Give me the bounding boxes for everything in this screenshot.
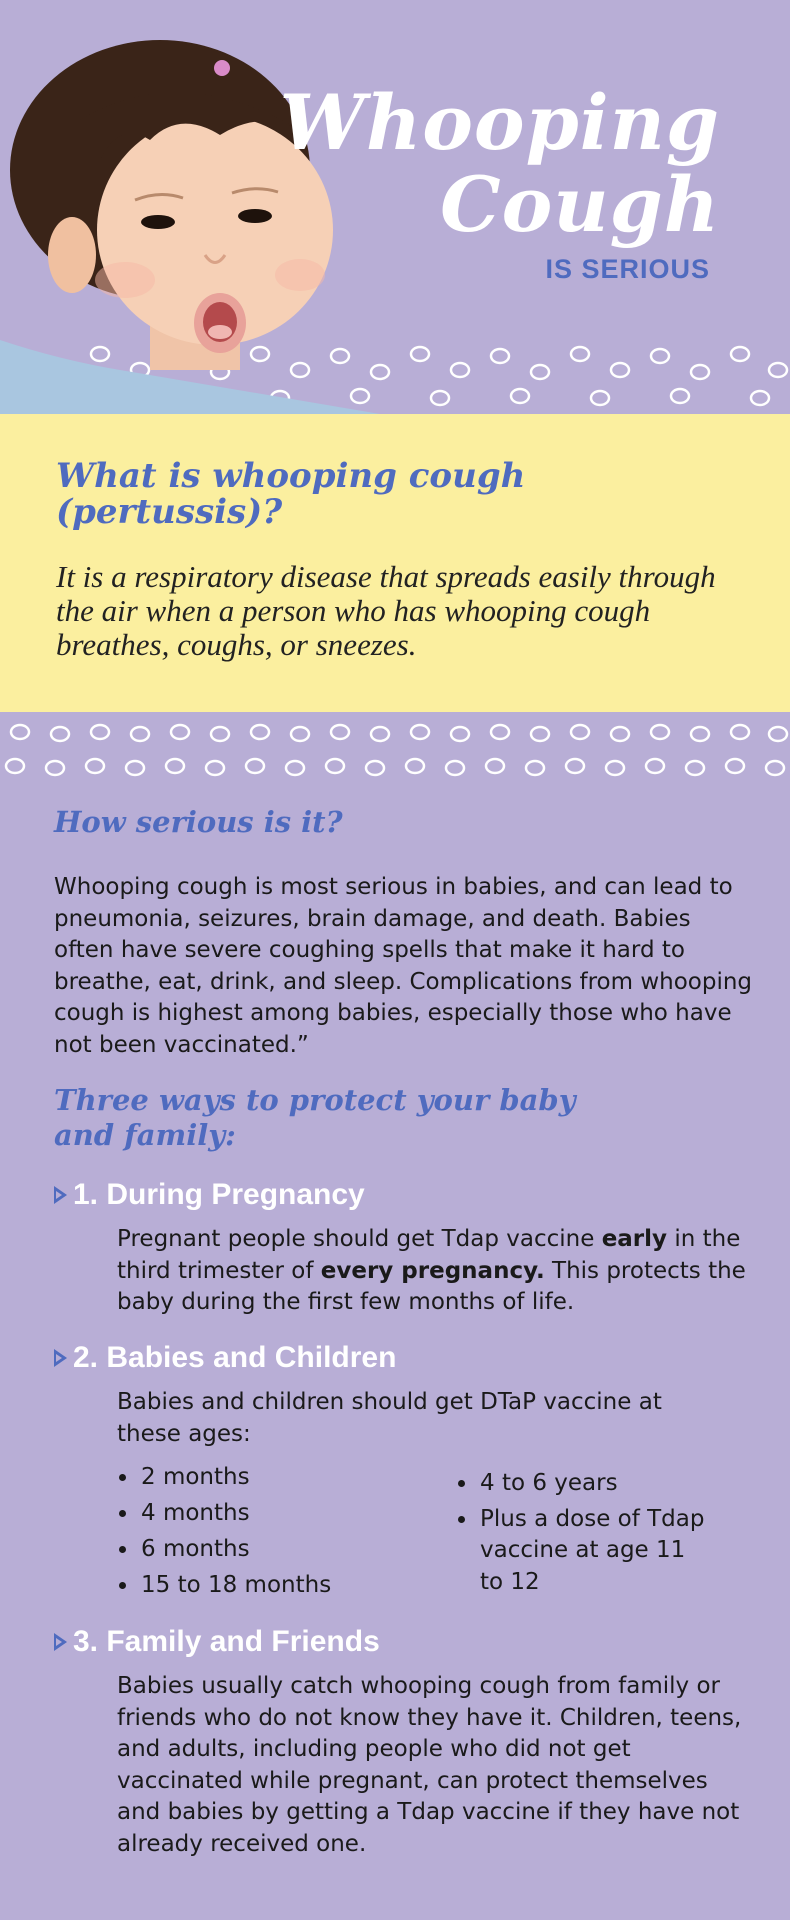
triangle-bullet-icon	[54, 1349, 67, 1367]
triangle-bullet-icon	[54, 1633, 67, 1651]
list-item: • 6 months	[139, 1531, 439, 1567]
step-1-heading	[54, 1178, 365, 1212]
step-2-title: 2. Babies and Children	[73, 1341, 397, 1374]
protect-heading: Three ways to protect your baby and family:	[54, 1083, 576, 1152]
list-item: • 2 months	[139, 1459, 439, 1495]
triangle-bullet-icon	[54, 1186, 67, 1204]
hero-banner	[0, 0, 790, 414]
step-1-bold-1: early	[601, 1226, 668, 1252]
step-1-text-3: This protects the baby during the first few months of life.	[117, 1257, 746, 1315]
serious-section	[54, 805, 754, 1061]
list-item: • 4 to 6 years	[478, 1468, 708, 1500]
step-2-heading	[54, 1341, 396, 1375]
step-1-title: 1. During Pregnancy	[73, 1178, 365, 1211]
age-list-left	[117, 1459, 439, 1603]
serious-heading: How serious is it?	[54, 805, 343, 839]
list-item: • 15 to 18 months	[139, 1567, 439, 1603]
step-2-body: Babies and children should get DTaP vaccine at these ages:	[117, 1389, 662, 1447]
title-line-2: Cough	[440, 160, 720, 249]
protect-section	[54, 1083, 614, 1153]
intro-question: What is whooping cough (pertussis)?	[56, 456, 526, 532]
step-3-body: Babies usually catch whooping cough from family or friends who do not know they have it. Children, teens, and adults, including people who did not get vaccinated while pregnant, can protect themselves and babies by getting a Tdap vaccine if they have not already received one.	[117, 1673, 742, 1857]
step-1-body	[117, 1224, 757, 1319]
step-3-heading	[54, 1625, 380, 1659]
dot-pattern-middle	[0, 712, 790, 782]
list-item: • 4 months	[139, 1495, 439, 1531]
page-subtitle: IS SERIOUS	[545, 254, 710, 284]
step-1-text-2: in the third trimester of	[117, 1226, 741, 1284]
age-list-right	[456, 1468, 708, 1598]
intro-panel	[0, 414, 790, 712]
step-1-text-1: Pregnant people should get Tdap vaccine	[117, 1226, 602, 1252]
page-title	[279, 78, 720, 249]
intro-answer: It is a respiratory disease that spreads easily through the air when a person who has whooping cough breathes, coughs, or sneezes.	[56, 559, 716, 662]
step-3-title: 3. Family and Friends	[73, 1625, 380, 1658]
step-1-bold-2: every pregnancy.	[320, 1257, 545, 1284]
list-item: • Plus a dose of Tdap vaccine at age 11 to 12	[478, 1504, 708, 1599]
serious-body: Whooping cough is most serious in babies, and can lead to pneumonia, seizures, brain damage, and death. Babies often have severe coughing spells that make it hard to breathe, eat, drink, and sleep. Complications from whooping cough is highest among babies, especially those who have not been vaccinated.”	[54, 874, 753, 1058]
title-line-1: Whooping	[279, 78, 720, 167]
